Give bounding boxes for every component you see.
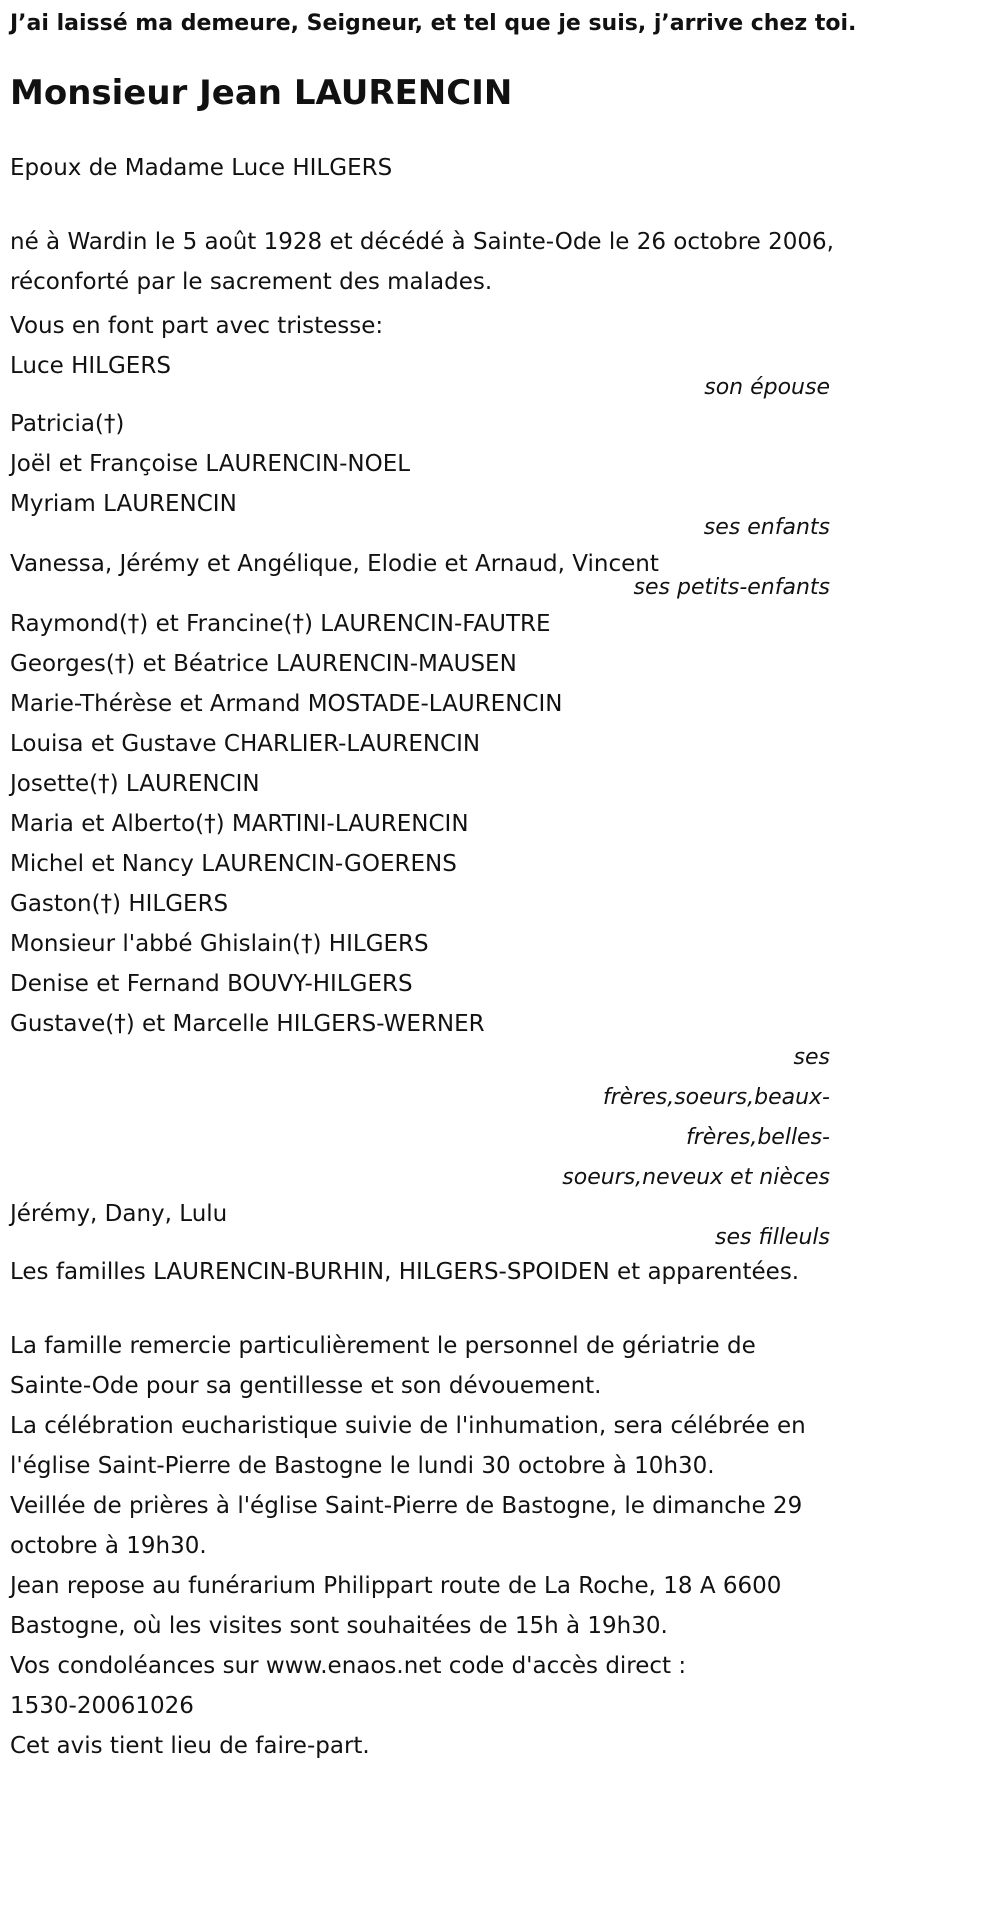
- deceased-name: Monsieur Jean LAURENCIN: [10, 73, 513, 113]
- group-name: Raymond(†) et Francine(†) LAURENCIN-FAUTRE: [10, 611, 551, 637]
- children-group: [10, 404, 830, 548]
- siblings-group: [10, 604, 830, 1198]
- condolences-line-2: 1530-20061026: [10, 1693, 194, 1719]
- celebration-line-1: La célébration eucharistique suivie de l'inhumation, sera célébrée en: [10, 1413, 806, 1439]
- birth-death-line-2: réconforté par le sacrement des malades.: [10, 269, 493, 295]
- group-name: Luce HILGERS: [10, 353, 171, 379]
- role-label-wrap: [10, 1038, 830, 1198]
- rest-line-1: Jean repose au funérarium Philippart route de La Roche, 18 A 6600: [10, 1573, 782, 1599]
- spouse-line: Epoux de Madame Luce HILGERS: [10, 155, 393, 181]
- role-label: son épouse: [704, 375, 830, 400]
- thanks-line-1: La famille remercie particulièrement le personnel de gériatrie de: [10, 1333, 756, 1359]
- birth-death-line-1: né à Wardin le 5 août 1928 et décédé à Sainte-Ode le 26 octobre 2006,: [10, 229, 834, 255]
- role-label: ses frères,soeurs,beaux-frères,belles-soeurs,neveux et nièces: [562, 1045, 830, 1190]
- group-name: Jérémy, Dany, Lulu: [10, 1201, 228, 1227]
- vigil-line-1: Veillée de prières à l'église Saint-Pierre de Bastogne, le dimanche 29: [10, 1493, 803, 1519]
- thanks-line-2: Sainte-Ode pour sa gentillesse et son dévouement.: [10, 1373, 602, 1399]
- rest-line-2: Bastogne, où les visites sont souhaitées de 15h à 19h30.: [10, 1613, 668, 1639]
- godchildren-group: [10, 1194, 830, 1258]
- group-name: Michel et Nancy LAURENCIN-GOERENS: [10, 851, 457, 877]
- celebration-line-2: l'église Saint-Pierre de Bastogne le lundi 30 octobre à 10h30.: [10, 1453, 715, 1479]
- role-label: ses enfants: [703, 515, 830, 540]
- group-name: Gustave(†) et Marcelle HILGERS-WERNER: [10, 1011, 485, 1037]
- spouse-group: [10, 346, 830, 408]
- role-label: ses petits-enfants: [633, 575, 830, 600]
- group-name: Vanessa, Jérémy et Angélique, Elodie et Arnaud, Vincent: [10, 551, 659, 577]
- group-name: Patricia(†): [10, 411, 125, 437]
- group-name: Georges(†) et Béatrice LAURENCIN-MAUSEN: [10, 651, 517, 677]
- vigil-line-2: octobre à 19h30.: [10, 1533, 207, 1559]
- role-label: ses filleuls: [715, 1225, 830, 1250]
- group-name: Marie-Thérèse et Armand MOSTADE-LAURENCIN: [10, 691, 563, 717]
- group-name: Denise et Fernand BOUVY-HILGERS: [10, 971, 413, 997]
- closing-line: Cet avis tient lieu de faire-part.: [10, 1733, 370, 1759]
- announce-intro: Vous en font part avec tristesse:: [10, 313, 384, 339]
- group-name: Maria et Alberto(†) MARTINI-LAURENCIN: [10, 811, 469, 837]
- group-name: Monsieur l'abbé Ghislain(†) HILGERS: [10, 931, 429, 957]
- group-name: Josette(†) LAURENCIN: [10, 771, 260, 797]
- group-name: Gaston(†) HILGERS: [10, 891, 229, 917]
- condolences-line-1: Vos condoléances sur www.enaos.net code d'accès direct :: [10, 1653, 687, 1679]
- group-name: Joël et Françoise LAURENCIN-NOEL: [10, 451, 411, 477]
- group-name: Louisa et Gustave CHARLIER-LAURENCIN: [10, 731, 481, 757]
- grandchildren-group: [10, 544, 830, 608]
- epigraph: J’ai laissé ma demeure, Seigneur, et tel que je suis, j’arrive chez toi.: [10, 11, 857, 36]
- group-name: Myriam LAURENCIN: [10, 491, 237, 517]
- families-line: Les familles LAURENCIN-BURHIN, HILGERS-SPOIDEN et apparentées.: [10, 1259, 800, 1285]
